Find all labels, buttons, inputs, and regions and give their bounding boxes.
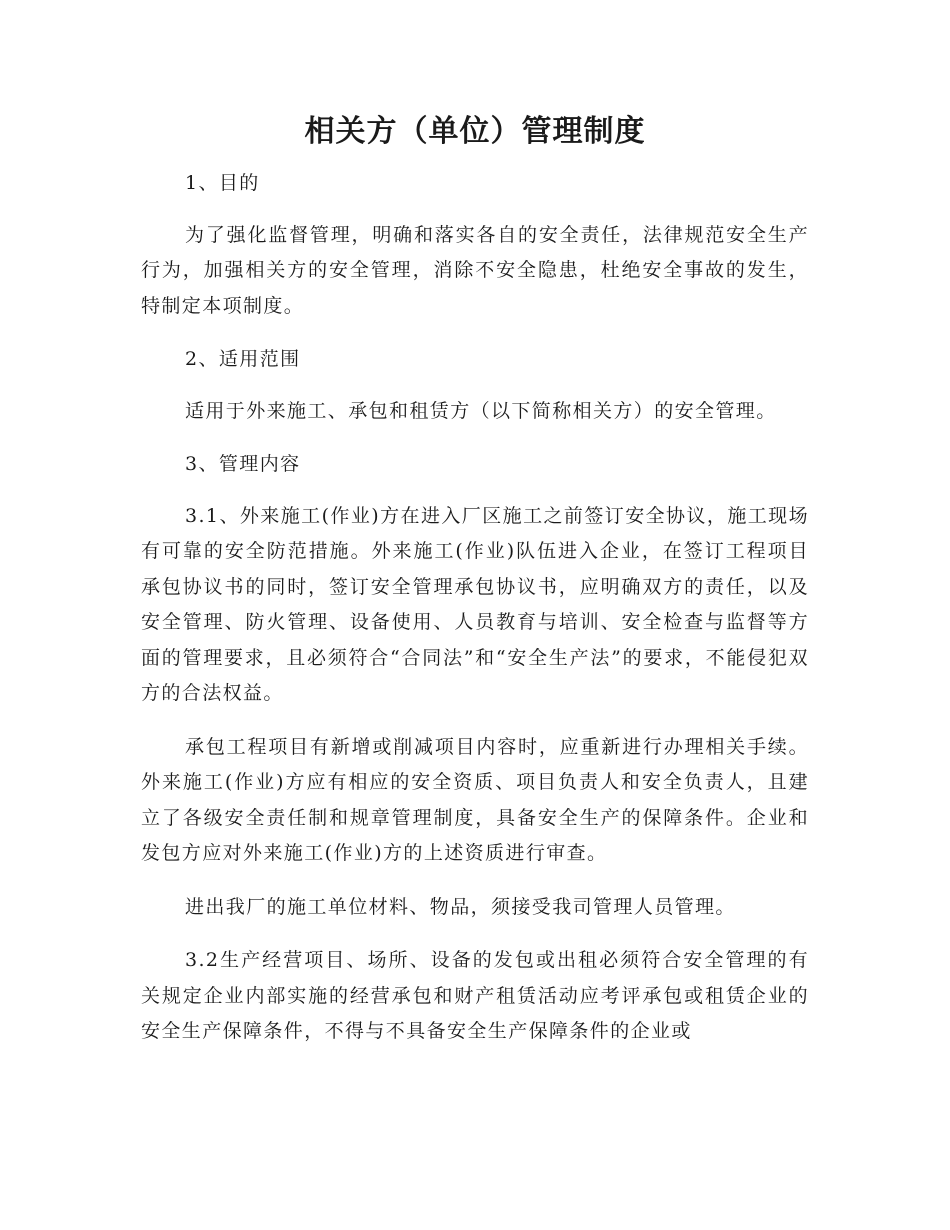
section-heading-purpose: 1、目的 [185, 172, 260, 194]
document-title: 相关方（单位）管理制度 [304, 114, 646, 149]
paragraph-3-2: 3.2生产经营项目、场所、设备的发包或出租必须符合安全管理的有关规定企业内部实施的经营承包和财产租赁活动应考评承包或租赁企业的安全生产保障条件，不得与不具备安全生产保障条件的企业或 [141, 949, 809, 1042]
paragraph-contract-changes: 承包工程项目有新增或削减项目内容时，应重新进行办理相关手续。外来施工(作业)方应有相应的安全资质、项目负责人和安全负责人，且建立了各级安全责任制和规章管理制度，具备安全生产的保障条件。企业和发包方应对外来施工(作业)方的上述资质进行审查。 [141, 735, 809, 864]
document-body [141, 166, 809, 1068]
paragraph-3-1: 3.1、外来施工(作业)方在进入厂区施工之前签订安全协议，施工现场有可靠的安全防范措施。外来施工(作业)队伍进入企业，在签订工程项目承包协议书的同时，签订安全管理承包协议书，应明确双方的责任，以及安全管理、防火管理、设备使用、人员教育与培训、安全检查与监督等方面的管理要求，且必须符合“合同法”和“安全生产法”的要求，不能侵犯双方的合法权益。 [141, 504, 809, 704]
paragraph-materials: 进出我厂的施工单位材料、物品，须接受我司管理人员管理。 [185, 895, 736, 918]
section-heading-content: 3、管理内容 [185, 453, 301, 475]
paragraph-purpose: 为了强化监督管理，明确和落实各自的安全责任，法律规范安全生产行为，加强相关方的安全管理，消除不安全隐患，杜绝安全事故的发生，特制定本项制度。 [141, 223, 809, 317]
section-heading-scope: 2、适用范围 [185, 348, 301, 370]
paragraph-scope: 适用于外来施工、承包和租赁方（以下简称相关方）的安全管理。 [185, 399, 777, 422]
